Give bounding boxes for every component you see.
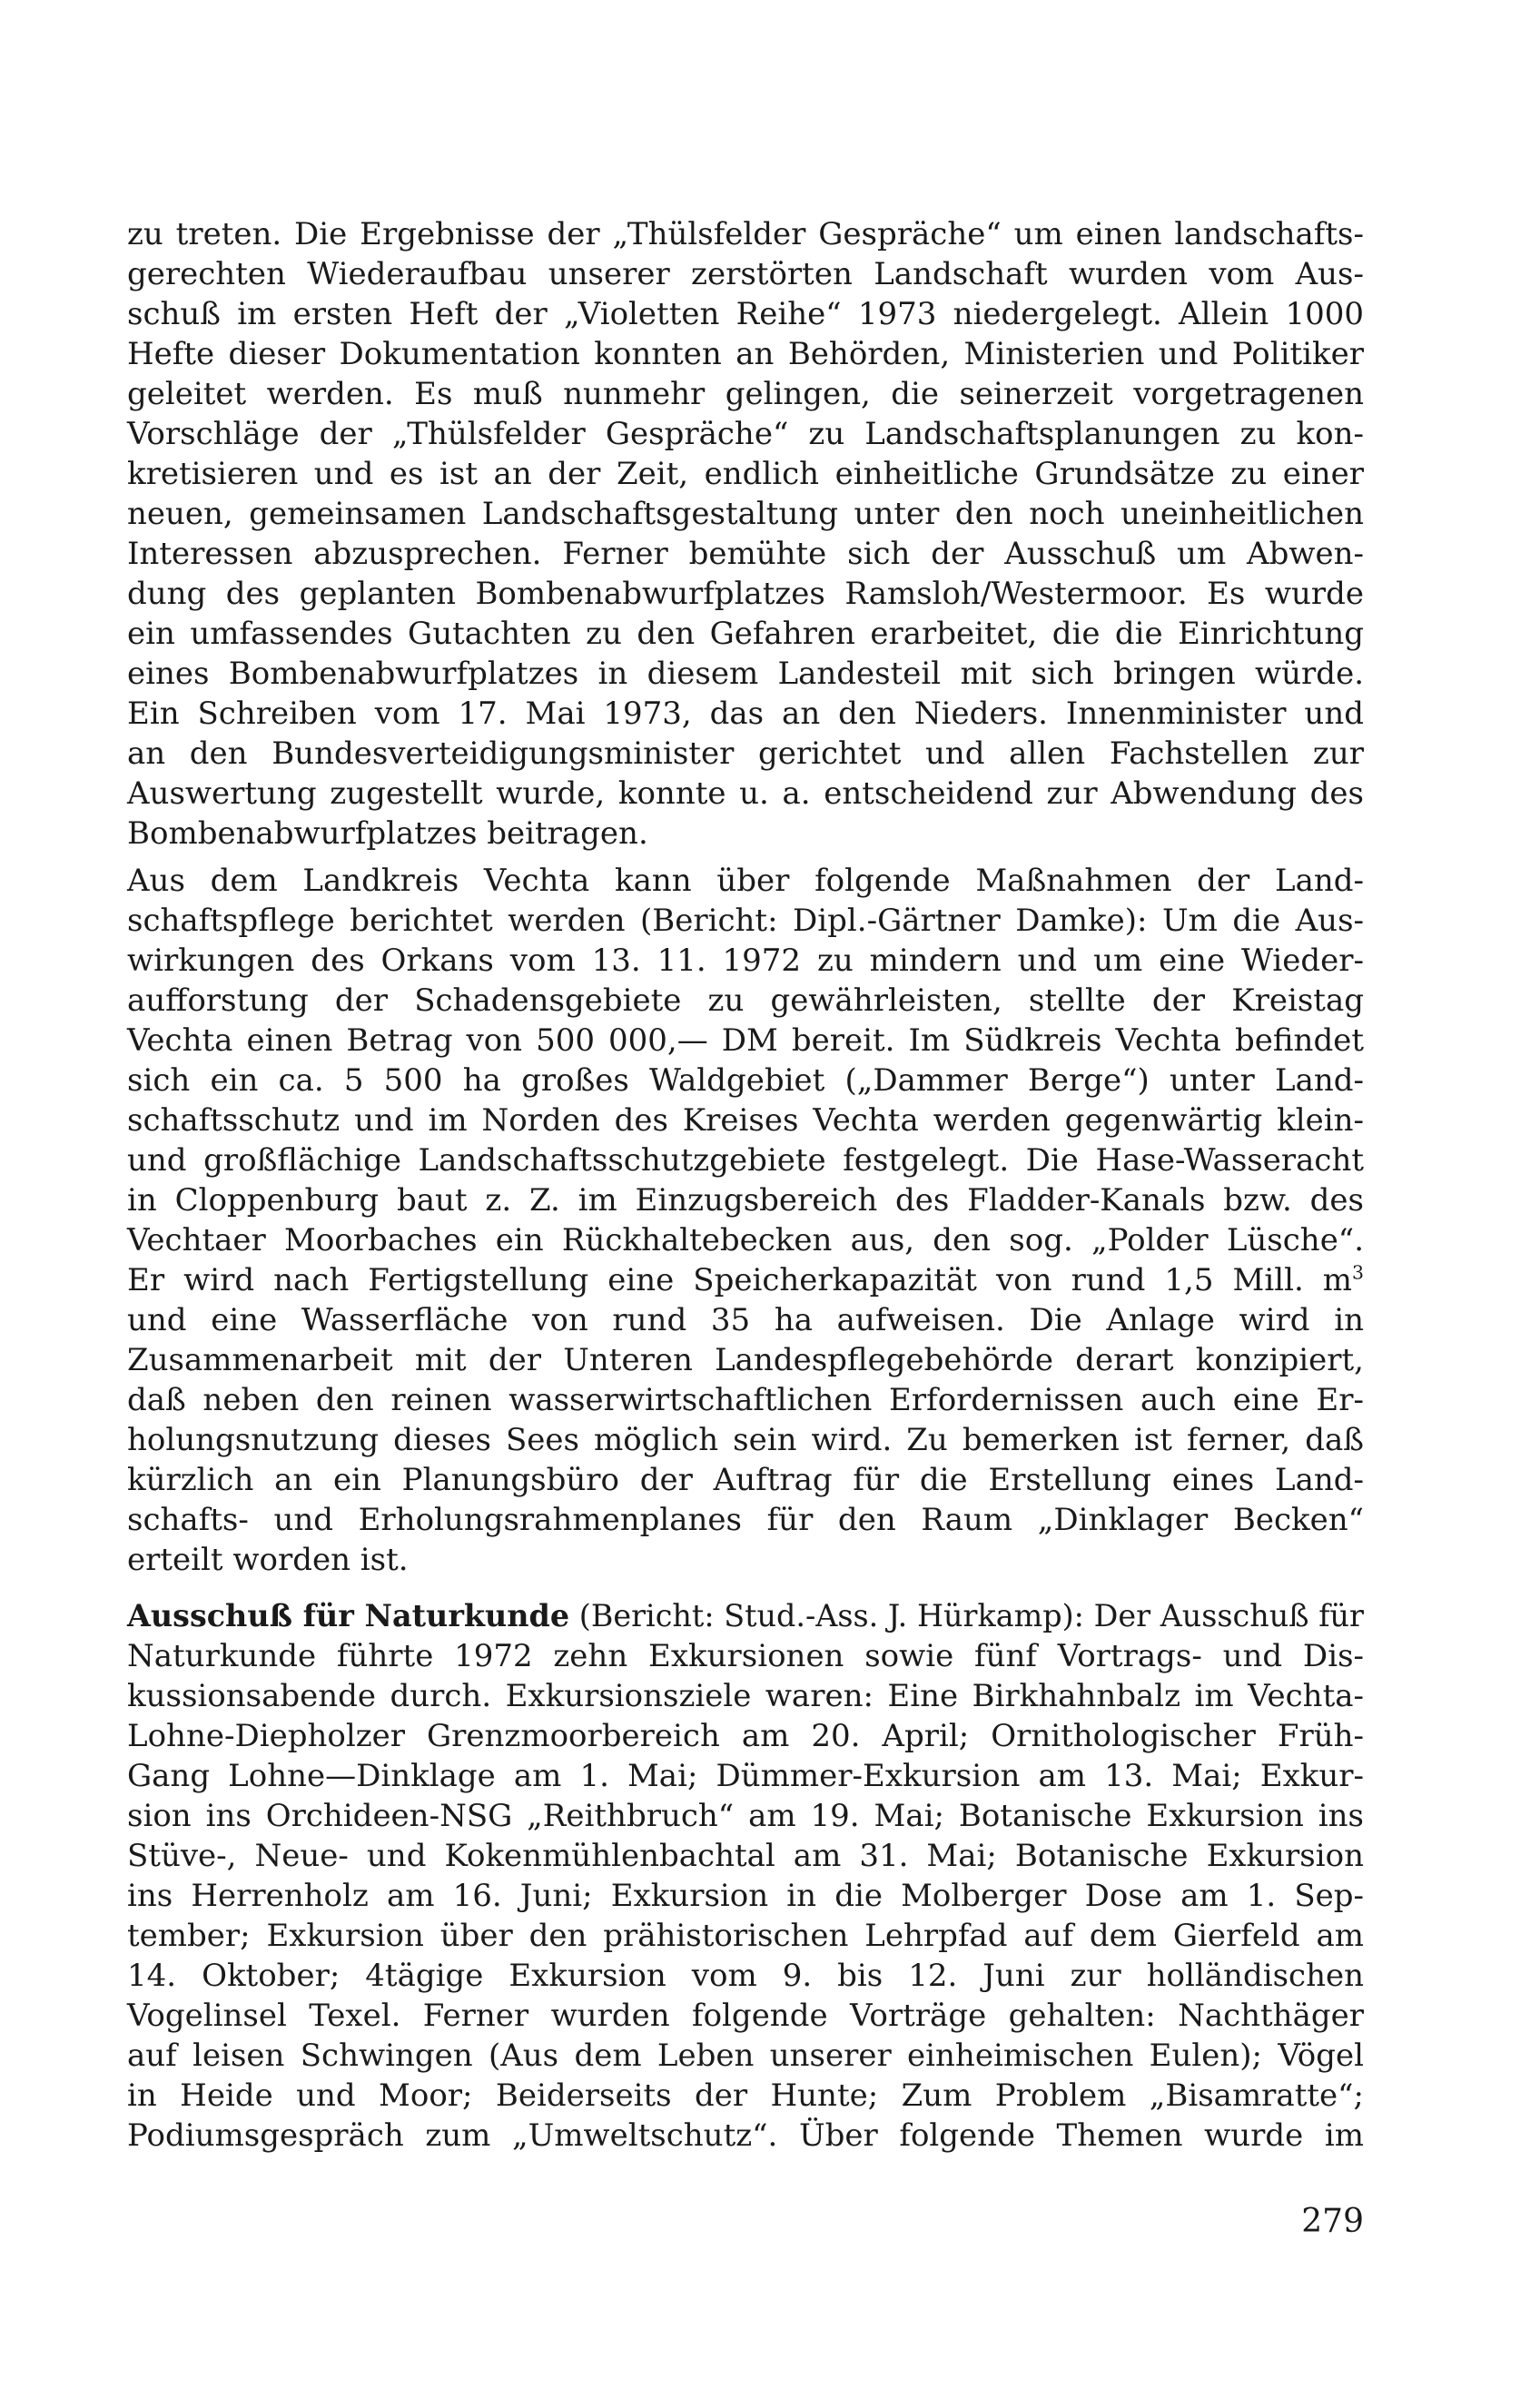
text-line: und eine Wasserfläche von rund 35 ha aufweisen. Die Anlage wird in: [127, 1302, 1364, 1338]
text-line: [127, 1596, 1364, 1636]
text-line: auf leisen Schwingen (Aus dem Leben unserer einheimischen Eulen); Vögel: [127, 2038, 1364, 2074]
text-line: gerechten Wiederaufbau unserer zerstörten Landschaft wurden vom Aus-: [127, 256, 1364, 292]
text-line: kretisieren und es ist an der Zeit, endlich einheitliche Grundsätze zu einer: [127, 456, 1364, 492]
text-line: kürzlich an ein Planungsbüro der Auftrag für die Erstellung eines Land-: [127, 1462, 1364, 1498]
text-line: und großflächige Landschaftsschutzgebiete festgelegt. Die Hase-Wasseracht: [127, 1142, 1364, 1179]
text-line: schaftsschutz und im Norden des Kreises Vechta werden gegenwärtig klein-: [127, 1102, 1364, 1139]
section-heading: Ausschuß für Naturkunde: [127, 1598, 570, 1633]
text-line: Stüve-, Neue- und Kokenmühlenbachtal am 31. Mai; Botanische Exkursion: [127, 1838, 1364, 1874]
text-line: tember; Exkursion über den prähistorischen Lehrpfad auf dem Gierfeld am: [127, 1918, 1364, 1954]
text-line: Bombenabwurfplatzes beitragen.: [127, 815, 648, 852]
text-line: sion ins Orchideen-NSG „Reithbruch“ am 19. Mai; Botanische Exkursion ins: [127, 1798, 1364, 1834]
text-line: erteilt worden ist.: [127, 1542, 409, 1578]
text-line: Auswertung zugestellt wurde, konnte u. a. entscheidend zur Abwendung des: [127, 775, 1364, 812]
text-line: in Heide und Moor; Beiderseits der Hunte; Zum Problem „Bisamratte“;: [127, 2077, 1364, 2114]
text-line: sich ein ca. 5 500 ha großes Waldgebiet („Dammer Berge“) unter Land-: [127, 1062, 1364, 1099]
superscript: 3: [1352, 1261, 1364, 1284]
paragraph-text: [127, 214, 1364, 854]
text-line: Ein Schreiben vom 17. Mai 1973, das an den Nieders. Innenminister und: [127, 696, 1364, 732]
text-line: Vechta einen Betrag von 500 000,— DM bereit. Im Südkreis Vechta befindet: [127, 1022, 1364, 1059]
text-line: Gang Lohne—Dinklage am 1. Mai; Dümmer-Exkursion am 13. Mai; Exkur-: [127, 1758, 1364, 1794]
text-line: aufforstung der Schadensgebiete zu gewährleisten, stellte der Kreistag: [127, 982, 1364, 1019]
paragraph-text: [127, 1596, 1364, 2156]
text-line: ein umfassendes Gutachten zu den Gefahren erarbeitet, die die Einrichtung: [127, 616, 1364, 652]
text-line: dung des geplanten Bombenabwurfplatzes Ramsloh/Westermoor. Es wurde: [127, 576, 1364, 612]
paragraph-3: [127, 1596, 1364, 2156]
text-line-content: (Bericht: Stud.-Ass. J. Hürkamp): Der Ausschuß für: [569, 1598, 1364, 1633]
text-line-content: Er wird nach Fertigstellung eine Speicherkapazität von rund 1,5 Mill. m: [127, 1262, 1353, 1298]
text-line: Vogelinsel Texel. Ferner wurden folgende Vorträge gehalten: Nachthäger: [127, 1998, 1364, 2034]
text-line: Interessen abzusprechen. Ferner bemühte sich der Ausschuß um Abwen-: [127, 536, 1364, 572]
text-line: neuen, gemeinsamen Landschaftsgestaltung unter den noch uneinheitlichen: [127, 496, 1364, 532]
paragraph-text: [127, 861, 1364, 1580]
text-line: zu treten. Die Ergebnisse der „Thülsfelder Gespräche“ um einen landschafts-: [127, 216, 1364, 252]
text-line: daß neben den reinen wasserwirtschaftlichen Erfordernissen auch eine Er-: [127, 1382, 1364, 1418]
text-line: ins Herrenholz am 16. Juni; Exkursion in die Molberger Dose am 1. Sep-: [127, 1878, 1364, 1914]
text-line: Aus dem Landkreis Vechta kann über folgende Maßnahmen der Land-: [127, 863, 1364, 899]
text-line: Lohne-Diepholzer Grenzmoorbereich am 20. April; Ornithologischer Früh-: [127, 1718, 1364, 1754]
text-line: Zusammenarbeit mit der Unteren Landespflegebehörde derart konzipiert,: [127, 1342, 1364, 1378]
text-line: schafts- und Erholungsrahmenplanes für den Raum „Dinklager Becken“: [127, 1502, 1364, 1538]
text-line: an den Bundesverteidigungsminister gerichtet und allen Fachstellen zur: [127, 735, 1364, 772]
text-line: geleitet werden. Es muß nunmehr gelingen, die seinerzeit vorgetragenen: [127, 376, 1364, 412]
paragraph-2: [127, 861, 1364, 1580]
paragraph-1: [127, 214, 1364, 854]
text-line: Vorschläge der „Thülsfelder Gespräche“ zu Landschaftsplanungen zu kon-: [127, 416, 1364, 452]
text-line: Naturkunde führte 1972 zehn Exkursionen sowie fünf Vortrags- und Dis-: [127, 1638, 1364, 1674]
text-line: Vechtaer Moorbaches ein Rückhaltebecken aus, den sog. „Polder Lüsche“.: [127, 1222, 1364, 1258]
text-line: in Cloppenburg baut z. Z. im Einzugsbereich des Fladder-Kanals bzw. des: [127, 1182, 1364, 1219]
text-line: schaftspflege berichtet werden (Bericht: Dipl.-Gärtner Damke): Um die Aus-: [127, 903, 1364, 939]
text-line: holungsnutzung dieses Sees möglich sein wird. Zu bemerken ist ferner, daß: [127, 1422, 1364, 1458]
text-line: schuß im ersten Heft der „Violetten Reihe“ 1973 niedergelegt. Allein 1000: [127, 296, 1364, 332]
text-line: Hefte dieser Dokumentation konnten an Behörden, Ministerien und Politiker: [127, 336, 1364, 372]
text-line: 14. Oktober; 4tägige Exkursion vom 9. bis 12. Juni zur holländischen: [127, 1958, 1364, 1994]
text-line: kussionsabende durch. Exkursionsziele waren: Eine Birkhahnbalz im Vechta-: [127, 1678, 1364, 1714]
text-line: wirkungen des Orkans vom 13. 11. 1972 zu mindern und um eine Wieder-: [127, 942, 1364, 979]
text-line: [127, 1260, 1364, 1300]
page-number: 279: [1301, 2203, 1364, 2240]
text-line: Podiumsgespräch zum „Umweltschutz“. Über folgende Themen wurde im: [127, 2117, 1364, 2154]
text-line: eines Bombenabwurfplatzes in diesem Landesteil mit sich bringen würde.: [127, 656, 1364, 692]
